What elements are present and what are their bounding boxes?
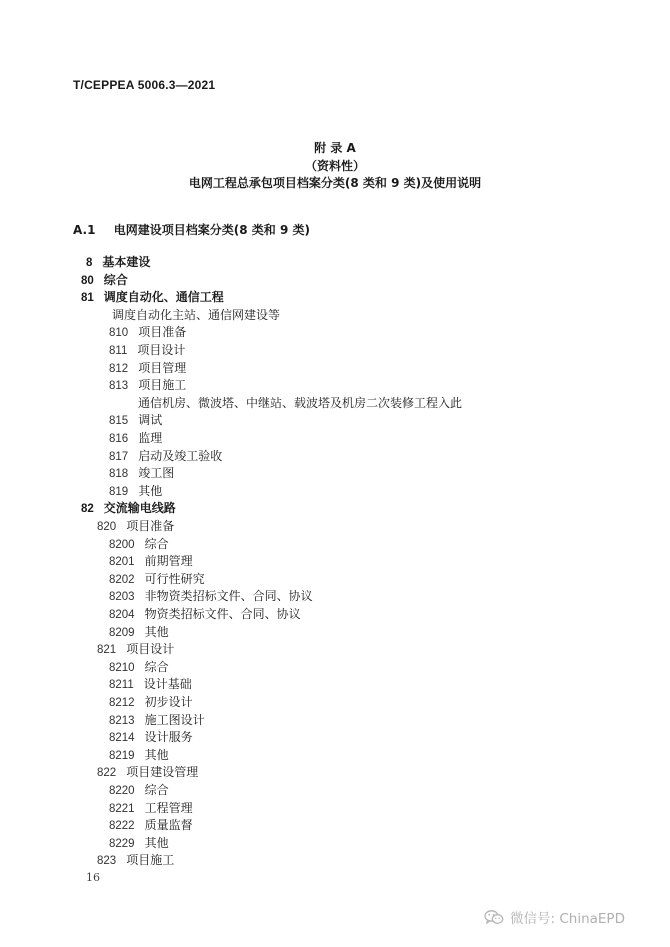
list-item bbox=[81, 271, 128, 289]
class-code: 811 bbox=[109, 345, 128, 357]
list-item bbox=[109, 834, 169, 852]
list-item bbox=[97, 763, 198, 781]
list-item bbox=[138, 394, 462, 412]
list-item bbox=[109, 693, 193, 711]
class-label: 基本建设 bbox=[102, 255, 151, 269]
class-label: 竣工图 bbox=[138, 466, 175, 481]
class-code: 8200 bbox=[109, 538, 135, 551]
list-item bbox=[109, 323, 186, 341]
class-label: 质量监督 bbox=[144, 818, 193, 833]
list-item bbox=[81, 288, 224, 306]
class-code: 8204 bbox=[109, 609, 135, 621]
class-label: 综合 bbox=[144, 659, 169, 674]
class-label: 前期管理 bbox=[144, 554, 193, 569]
list-item bbox=[109, 411, 162, 429]
class-label: 其他 bbox=[138, 483, 163, 498]
class-code: 8203 bbox=[109, 591, 135, 604]
list-item bbox=[109, 816, 193, 834]
class-code: 8222 bbox=[109, 820, 135, 833]
wechat-icon bbox=[484, 909, 504, 926]
list-item bbox=[109, 447, 222, 465]
appendix-title: 电网工程总承包项目档案分类(8 类和 9 类)及使用说明 bbox=[188, 176, 482, 190]
class-label: 项目建设管理 bbox=[126, 765, 199, 780]
list-item bbox=[109, 429, 162, 447]
class-label: 初步设计 bbox=[144, 695, 193, 709]
class-code: 821 bbox=[97, 644, 117, 657]
class-code: 8211 bbox=[109, 679, 134, 692]
list-item bbox=[109, 587, 313, 605]
list-item bbox=[97, 517, 174, 535]
appendix-label: 附 录 A bbox=[314, 141, 356, 155]
list-item bbox=[109, 482, 162, 500]
class-label: 项目设计 bbox=[137, 343, 186, 357]
class-label: 设计基础 bbox=[143, 677, 192, 692]
class-code: 810 bbox=[109, 327, 129, 340]
class-code: 8229 bbox=[109, 837, 135, 850]
class-code: 8210 bbox=[109, 661, 135, 674]
list-item bbox=[109, 359, 186, 377]
class-label: 启动及竣工验收 bbox=[138, 448, 223, 463]
class-label: 通信机房、微波塔、中继站、载波塔及机房二次装修工程入此 bbox=[138, 395, 463, 410]
class-label: 非物资类招标文件、合同、协议 bbox=[144, 589, 313, 604]
list-item bbox=[97, 851, 174, 869]
list-item bbox=[109, 675, 192, 693]
list-item bbox=[109, 799, 193, 817]
watermark bbox=[484, 907, 625, 927]
class-label: 项目设计 bbox=[126, 642, 175, 657]
class-label: 工程管理 bbox=[144, 800, 193, 815]
class-label: 其他 bbox=[144, 835, 169, 850]
class-code: 813 bbox=[109, 380, 129, 393]
class-code: 8202 bbox=[109, 573, 135, 586]
watermark-text: 微信号: ChinaEPD bbox=[510, 911, 625, 927]
list-item bbox=[109, 746, 169, 764]
class-code: 822 bbox=[97, 767, 117, 780]
class-code: 8201 bbox=[109, 556, 135, 569]
class-label: 其他 bbox=[144, 624, 169, 639]
class-code: 819 bbox=[109, 485, 129, 498]
class-label: 综合 bbox=[103, 272, 128, 287]
class-label: 调试 bbox=[138, 413, 163, 428]
class-label: 项目施工 bbox=[126, 853, 175, 868]
class-label: 可行性研究 bbox=[144, 571, 205, 586]
list-item bbox=[109, 570, 205, 588]
class-label: 交流输电线路 bbox=[103, 501, 176, 516]
list-item bbox=[109, 658, 169, 676]
class-label: 项目管理 bbox=[138, 360, 187, 375]
list-item bbox=[109, 535, 169, 553]
class-label: 项目准备 bbox=[126, 519, 175, 533]
class-label: 监理 bbox=[138, 431, 163, 445]
class-code: 8214 bbox=[109, 732, 135, 745]
section-title: 电网建设项目档案分类(8 类和 9 类) bbox=[113, 223, 310, 237]
class-code: 8213 bbox=[109, 714, 135, 727]
class-label: 调度自动化、通信工程 bbox=[103, 290, 224, 305]
standard-number: T/CEPPEA 5006.3—2021 bbox=[73, 78, 216, 92]
class-code: 8212 bbox=[109, 697, 135, 709]
class-code: 815 bbox=[109, 415, 129, 428]
list-item bbox=[109, 711, 205, 729]
class-code: 8209 bbox=[109, 626, 135, 639]
class-code: 82 bbox=[81, 503, 94, 516]
class-code: 812 bbox=[109, 362, 129, 375]
list-item bbox=[109, 552, 193, 570]
class-code: 818 bbox=[109, 468, 129, 481]
list-item bbox=[109, 605, 301, 623]
class-label: 设计服务 bbox=[144, 730, 193, 745]
class-label: 项目施工 bbox=[138, 378, 187, 393]
list-item bbox=[109, 623, 169, 641]
class-label: 其他 bbox=[144, 747, 169, 762]
class-code: 8219 bbox=[109, 749, 135, 762]
list-item bbox=[109, 728, 193, 746]
section-number: A.1 bbox=[73, 223, 96, 237]
class-code: 8221 bbox=[109, 802, 135, 815]
class-label: 物资类招标文件、合同、协议 bbox=[144, 607, 301, 621]
section-heading bbox=[73, 221, 310, 238]
list-item bbox=[109, 464, 174, 482]
class-code: 823 bbox=[97, 855, 117, 868]
list-item bbox=[109, 781, 169, 799]
class-label: 调度自动化主站、通信网建设等 bbox=[112, 307, 281, 322]
list-item bbox=[109, 341, 185, 359]
class-code: 820 bbox=[97, 521, 117, 533]
list-item bbox=[112, 306, 280, 324]
class-label: 综合 bbox=[144, 783, 169, 797]
page-number: 16 bbox=[86, 871, 100, 884]
class-code: 8220 bbox=[109, 785, 135, 797]
class-label: 项目准备 bbox=[138, 325, 187, 340]
list-item bbox=[81, 499, 176, 517]
class-code: 8 bbox=[86, 257, 93, 269]
appendix-nature: （资料性） bbox=[304, 159, 365, 173]
class-code: 816 bbox=[109, 433, 129, 445]
list-item bbox=[109, 376, 186, 394]
class-code: 817 bbox=[109, 450, 129, 463]
class-code: 81 bbox=[81, 292, 94, 305]
class-code: 80 bbox=[81, 274, 94, 287]
class-label: 施工图设计 bbox=[144, 712, 205, 727]
class-label: 综合 bbox=[144, 536, 169, 551]
list-item bbox=[97, 640, 174, 658]
list-item bbox=[86, 253, 150, 271]
